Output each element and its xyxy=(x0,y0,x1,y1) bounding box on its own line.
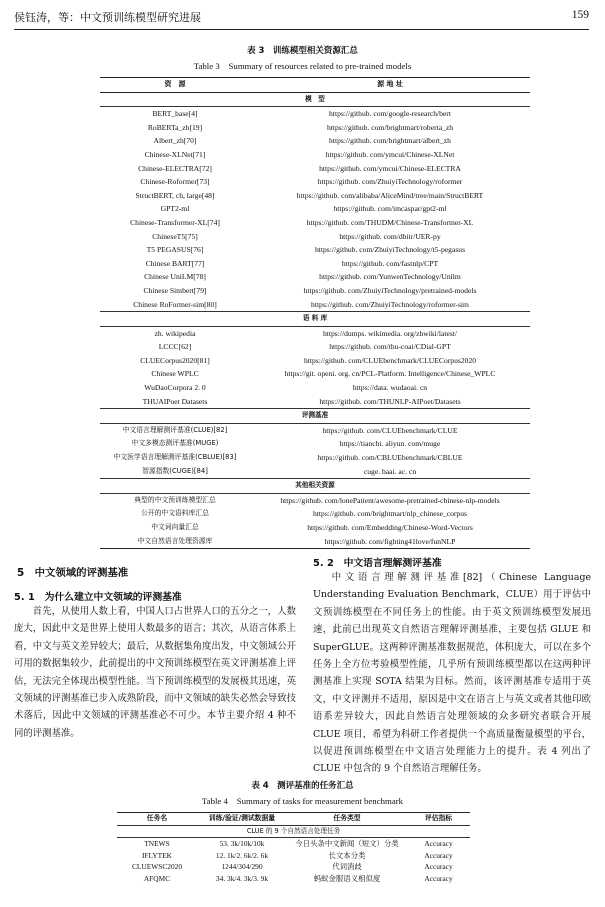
table3-section-label: 语 料 库 xyxy=(100,312,530,327)
table-row xyxy=(100,381,530,395)
table3-url-cell: https://github. com/dbiir/UER-py xyxy=(339,231,441,241)
table-row xyxy=(100,189,530,203)
table3-section-row xyxy=(100,409,530,424)
table-row xyxy=(100,437,530,451)
table3-url-cell: https://tianchi. aliyun. com/muge xyxy=(339,439,441,449)
table3-resource-cell: 智源指数(CUGE)[84] xyxy=(142,466,208,475)
table3-resource-cell: WuDaoCorpora 2. 0 xyxy=(144,383,206,393)
table3-resource-cell: RoBERTa_zh[19] xyxy=(147,122,203,132)
table3-resource-cell: 中文医学语言理解测评基准(CBLUE)[83] xyxy=(113,453,237,462)
table3-resource-cell: Chinese RoFormer-sim[80] xyxy=(133,299,217,309)
section51-paragraph: 首先，从使用人数上看，中国人口占世界人口的五分之一，人数庞大，因此中文是世界上使用人数最多的语言；其次，从语言体系上看，中文与英文差异较大；最后，从数据集角度出发，中文领域公开可用的数据集较少，此前提出的中文预训练模型在英文评测基准上评估，无法完全体现出模型性能。当下预训练模型的发展极其迅速，英文领域的评测基准已步入成熟阶段，而中文领域的缺失必然会导致技术落后，因此中文领域的评测基准必不可少。本节主要介绍 4 种不同的评测基准。 xyxy=(14,606,296,739)
table4-cell: TNEWS xyxy=(144,839,170,849)
table4-cell: AFQMC xyxy=(143,873,171,883)
table-row xyxy=(100,367,530,381)
table3-url-cell: https://github. com/CLUEbenchmark/CLUECorpus2020 xyxy=(303,355,477,365)
table4-cell: 12. 1k/2. 6k/2. 6k xyxy=(215,850,269,860)
table-row xyxy=(100,148,530,162)
table3-url-cell: https://github. com/YunwenTechnology/Unilm xyxy=(319,272,461,282)
table3-resource-cell: 中文语言理解测评基准(CLUE)[82] xyxy=(122,425,228,434)
table4-cell: 长文本分类 xyxy=(328,850,366,860)
table4-cell: CLUEWSC2020 xyxy=(131,862,183,872)
table-row xyxy=(100,107,530,121)
table3-url-cell: https://github. com/ZhuiyiTechnology/pretrained-models xyxy=(303,285,477,295)
table3-resource-cell: LCCC[62] xyxy=(158,342,192,352)
table3-url-cell: https://github. com/imcaspar/gpt2-ml xyxy=(333,204,447,214)
table3-resource-cell: BERT_base[4] xyxy=(152,109,198,119)
table3-header-row xyxy=(100,78,530,93)
table3-url-cell: https://github. com/THUDM/Chinese-Transformer-XL xyxy=(306,217,474,227)
section51-heading: 5. 1 为什么建立中文领域的评测基准 xyxy=(14,592,182,603)
table3-url-cell: https://github. com/ZhuiyiTechnology/roformer xyxy=(317,177,463,187)
table3-resource-cell: T5 PEGASUS[76] xyxy=(146,245,204,255)
table-row xyxy=(100,535,530,549)
table3-url-cell: https://github. com/thu-coai/CDial-GPT xyxy=(329,342,451,352)
table-row xyxy=(100,162,530,176)
table4-cell: IFLYTEK xyxy=(141,850,173,860)
header-rule xyxy=(14,29,589,30)
table-row xyxy=(117,873,470,885)
table-row xyxy=(100,395,530,409)
table-row xyxy=(100,521,530,535)
table3-url-cell: https://github. com/fighting41love/funNLP xyxy=(250,535,530,549)
table-row xyxy=(100,451,530,465)
table3-section-label: 评测基准 xyxy=(100,409,530,424)
running-header-title: 侯钰涛，等：中文预训练模型研究进展 xyxy=(14,11,201,24)
table3-resource-cell: 中文词向量汇总 xyxy=(151,523,199,531)
section52-heading: 5. 2 中文语言理解测评基准 xyxy=(313,558,442,569)
table3-section-row xyxy=(100,479,530,494)
table3-resource-cell: ChineseT5[75] xyxy=(152,231,198,241)
table-row xyxy=(100,134,530,148)
table3-col-resource: 资 源 xyxy=(100,78,250,93)
table4-col-size: 训练/验证/测试数据量 xyxy=(197,813,287,826)
table3-url-cell: https://github. com/brightmart/albert_zh xyxy=(329,136,451,146)
table3-resource-cell: 典型的中文预训练模型汇总 xyxy=(134,495,216,504)
table3-url-cell: cuge. baai. ac. cn xyxy=(363,466,417,476)
running-header xyxy=(14,9,589,27)
table4-cell: 53. 3k/10k/10k xyxy=(219,839,265,849)
table3-url-cell: https://github. com/CBLUEbenchmark/CBLUE xyxy=(317,453,463,463)
table3-url-cell: https://dumps. wikimedia. org/zhwiki/latest/ xyxy=(322,328,457,338)
table4-cell: 代词消歧 xyxy=(332,862,362,872)
table3-url-cell: https://github. com/ZhuiyiTechnology/roformer-sim xyxy=(311,299,469,309)
table3-section-row xyxy=(100,312,530,327)
table4-section-label: CLUE 的 9 个自然语言处理任务 xyxy=(117,825,470,838)
table3-resource-cell: Chinese-XLNet[71] xyxy=(144,149,206,159)
table3-resource-cell: 公开的中文语料库汇总 xyxy=(141,509,209,518)
page-number: 159 xyxy=(571,9,589,21)
table3-resource-cell: Chinese-ELECTRA[72] xyxy=(138,163,212,173)
table3-url-cell: https://github. com/brightmart/nlp_chinese_corpus xyxy=(313,509,467,519)
table3-url-cell: https://github. com/ymcui/Chinese-ELECTRA xyxy=(319,163,461,173)
table3 xyxy=(100,77,530,549)
table4-cell: 今日头条中文新闻（短文）分类 xyxy=(295,839,399,849)
section52-paragraph: 中文语言理解测评基准[82]（Chinese Language Understanding Evaluation Benchmark，CLUE）用于评估中文预训练模型在不同任务上的性能。由于英文预训练模型发展迅速，此前已出现英文自然语言理解评测基准，主要包括 GLUE 和 SuperGLUE。这两种评测基准数据规范，体积庞大，可以在多个任务上全方位考验模型性能，几乎所有预训练模型都以在这两种评测基准上实现 SOTA 结果为目标。然而，该评测基准专适用于英文，中文评测并不适用，原因是中文在语言上与英文或者其他印欧语系差异较大，因此自然语言处理领域的众多研究者联合开展 CLUE 项目，希望为科研工作者提供一个高质量衡量模型的平台，以促进预训练模型在中文语言处理能力上的提升。表 4 列出了 CLUE 中包含的 9 个自然语言理解任务。 xyxy=(313,572,591,775)
table-row xyxy=(100,121,530,135)
table3-section-row xyxy=(100,92,530,107)
table3-url-cell: https://data. wudaoai. cn xyxy=(352,383,428,393)
table-row xyxy=(100,326,530,340)
table3-url-cell: https://github. com/brightmart/roberta_zh xyxy=(326,122,454,132)
table3-url-cell: https://git. openi. org. cn/PCL-Platform. Intelligence/Chinese_WPLC xyxy=(284,369,496,379)
table-row xyxy=(100,175,530,189)
table-row xyxy=(117,861,470,873)
table3-url-cell: https://github. com/ZhuiyiTechnology/t5-pegasus xyxy=(314,245,466,255)
table4-col-task: 任务名 xyxy=(117,813,197,826)
table3-resource-cell: Chinese-Roformer[73] xyxy=(140,177,210,187)
table-row xyxy=(100,423,530,437)
table3-section-label: 模 型 xyxy=(100,92,530,107)
table3-resource-cell: StructBERT, ch, large[48] xyxy=(135,190,215,200)
table4-cell: 蚂蚁金服语义相似度 xyxy=(313,873,381,883)
table3-resource-cell: Chinese-Transformer-XL[74] xyxy=(130,217,220,227)
table-row xyxy=(100,270,530,284)
table3-url-cell: https://github. com/alibaba/AliceMind/tree/main/StructBERT xyxy=(296,190,484,200)
table-row xyxy=(100,465,530,479)
table4-col-type: 任务类型 xyxy=(287,813,407,826)
section52-body xyxy=(313,569,591,781)
table4-caption-cn: 表 4 测评基准的任务汇总 xyxy=(251,781,354,791)
table4-cell: Accuracy xyxy=(424,862,453,872)
table3-section-label: 其他相关资源 xyxy=(100,479,530,494)
table-row xyxy=(100,230,530,244)
table-row xyxy=(100,202,530,216)
table3-resource-cell: Chinese WPLC xyxy=(151,369,199,379)
table4-cell: 1244/304/290 xyxy=(221,862,263,872)
table3-resource-cell: 中文多模态测评基准(MUGE) xyxy=(131,439,219,448)
table-row xyxy=(100,243,530,257)
table3-url-cell: https://github. com/THUNLP-AIPoet/Datasets xyxy=(319,396,461,406)
table3-body xyxy=(100,92,530,549)
table4-caption-en: Table 4 Summary of tasks for measurement benchmark xyxy=(201,796,404,806)
table4-section-row xyxy=(117,825,470,838)
table3-url-cell: https://github. com/lonePatient/awesome-pretrained-chinese-nlp-models xyxy=(280,495,500,505)
section5-heading: 5 中文领域的评测基准 xyxy=(17,567,129,579)
table3-resource-cell: THUAIPoet Datasets xyxy=(142,396,208,406)
table4-col-metric: 评估指标 xyxy=(407,813,470,826)
table3-resource-cell: Chinese BART[77] xyxy=(145,258,205,268)
table-row xyxy=(117,850,470,862)
table-row xyxy=(100,340,530,354)
table4 xyxy=(117,812,470,885)
table4-cell: Accuracy xyxy=(424,839,453,849)
table4-cell: 34. 3k/4. 3k/3. 9k xyxy=(215,873,269,883)
table3-resource-cell: CLUECorpus2020[81] xyxy=(140,355,210,365)
table-row xyxy=(100,354,530,368)
table3-url-cell: https://github. com/Embedding/Chinese-Word-Vectors xyxy=(307,523,473,532)
table-row xyxy=(100,507,530,521)
table-row xyxy=(100,493,530,507)
table4-header-row xyxy=(117,813,470,826)
table-row xyxy=(100,284,530,298)
table-row xyxy=(117,838,470,850)
table3-url-cell: https://github. com/fastnlp/CPT xyxy=(341,258,439,268)
table4-cell: Accuracy xyxy=(424,873,453,883)
table3-resource-cell: Albert_zh[70] xyxy=(153,136,197,146)
table-row xyxy=(100,216,530,230)
table3-resource-cell: 中文自然语言处理资源库 xyxy=(100,535,250,549)
table3-resource-cell: Chinese Simbert[79] xyxy=(143,285,207,295)
table3-resource-cell: GPT2-ml xyxy=(160,204,190,214)
table3-url-cell: https://github. com/CLUEbenchmark/CLUE xyxy=(322,425,458,435)
table3-caption-cn: 表 3 训练模型相关资源汇总 xyxy=(247,46,358,56)
table-row xyxy=(100,298,530,312)
table4-cell: Accuracy xyxy=(424,850,453,860)
table3-resource-cell: zh. wikipedia xyxy=(154,328,196,338)
section51-body xyxy=(14,603,296,743)
table3-url-cell: https://github. com/ymcui/Chinese-XLNet xyxy=(325,149,455,159)
table3-col-url: 源 地 址 xyxy=(250,78,530,93)
table-row xyxy=(100,257,530,271)
table3-caption-en: Table 3 Summary of resources related to pre-trained models xyxy=(193,61,412,71)
table3-url-cell: https://github. com/google-research/bert xyxy=(329,109,451,119)
table3-resource-cell: Chinese UniLM[78] xyxy=(144,272,206,282)
